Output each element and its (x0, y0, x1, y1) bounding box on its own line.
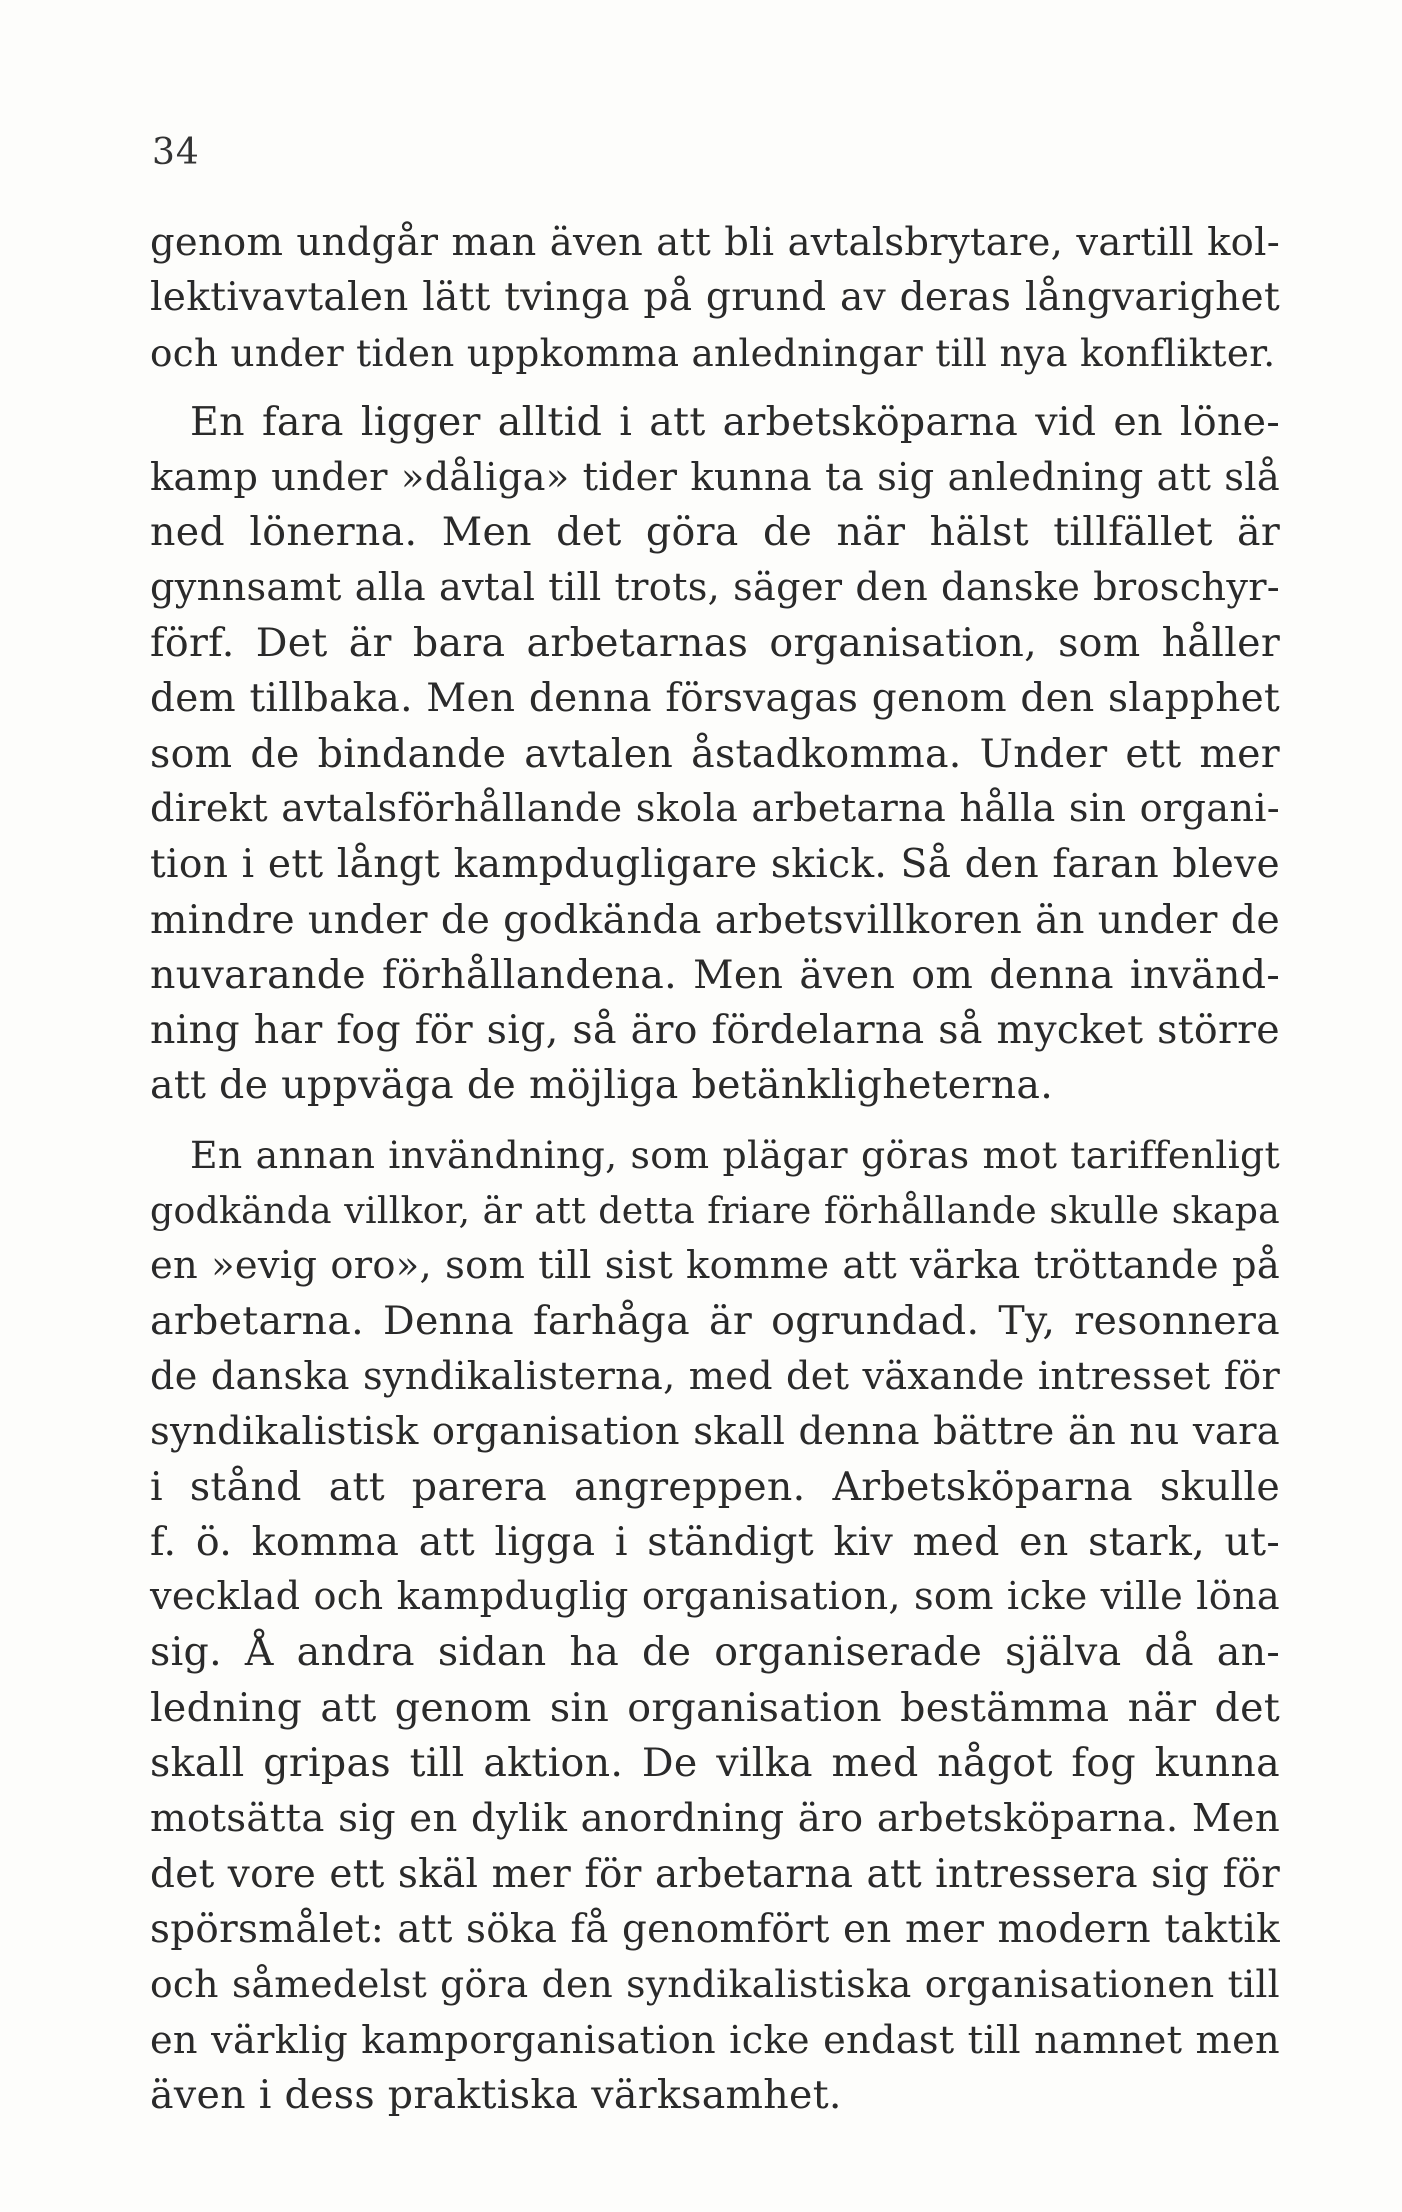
text-line: vecklad och kampduglig organisation, som icke ville löna (150, 1575, 1280, 1620)
text-line: att de uppväga de möjliga betänkligheterna. (150, 1062, 1054, 1109)
text-line: en »evig oro», som till sist komme att värka tröttande på (150, 1243, 1280, 1289)
text-line: dem tillbaka. Men denna försvagas genom den slapphet (150, 676, 1280, 722)
text-line: syndikalistisk organisation skall denna bättre än nu vara (150, 1409, 1280, 1455)
text-line: genom undgår man även att bli avtalsbrytare, vartill kol- (150, 220, 1280, 265)
paragraph-2 (150, 395, 1280, 1114)
text-line: även i dess praktiska värksamhet. (150, 2071, 842, 2118)
text-line: En annan invändning, som plägar göras mot tariffenligt (190, 1132, 1280, 1177)
text-line: förf. Det är bara arbetarnas organisation, som håller (150, 620, 1280, 667)
paragraph-gap (150, 1114, 1280, 1128)
paragraph-3 (150, 1128, 1280, 2123)
text-line: i stånd att parera angreppen. Arbetsköparna skulle (150, 1463, 1280, 1510)
text-line: tion i ett långt kampdugligare skick. Så den faran bleve (150, 842, 1280, 888)
text-line: och såmedelst göra den syndikalistiska organisationen till (150, 1962, 1280, 2007)
text-line: och under tiden uppkomma anledningar till nya konflikter. (150, 330, 1276, 375)
text-line: som de bindande avtalen åstadkomma. Under ett mer (150, 730, 1280, 777)
text-line: sig. Å andra sidan ha de organiserade själva då an- (150, 1629, 1280, 1676)
text-line: en värklig kamporganisation icke endast till namnet men (150, 2017, 1280, 2063)
body-text (150, 215, 1280, 2123)
text-line: ledning att genom sin organisation bestämma när det (150, 1684, 1280, 1731)
text-line: nuvarande förhållandena. Men även om denna invänd- (150, 951, 1280, 998)
text-line: direkt avtalsförhållande skola arbetarna hålla sin organi- (150, 786, 1280, 831)
page-number: 34 (152, 132, 200, 173)
text-line: En fara ligger alltid i att arbetsköparna vid en löne- (190, 398, 1280, 445)
text-line: motsätta sig en dylik anordning äro arbetsköparna. Men (150, 1796, 1280, 1842)
text-line: skall gripas till aktion. De vilka med något fog kunna (150, 1740, 1280, 1787)
text-line: ned lönerna. Men det göra de när hälst tillfället är (150, 509, 1280, 556)
text-line: kamp under »dåliga» tider kunna ta sig anledning att slå (150, 455, 1280, 501)
text-line: godkända villkor, är att detta friare förhållande skulle skapa (150, 1189, 1280, 1233)
text-line: ning har fog för sig, så äro fördelarna så mycket större (150, 1007, 1280, 1054)
paragraph-gap (150, 381, 1280, 395)
text-line: mindre under de godkända arbetsvillkoren än under de (150, 896, 1280, 943)
text-line: gynnsamt alla avtal till trots, säger den danske broschyr- (150, 565, 1280, 610)
text-line: spörsmålet: att söka få genomfört en mer modern taktik (150, 1906, 1280, 1952)
text-line: de danska syndikalisterna, med det växande intresset för (150, 1353, 1280, 1398)
text-line: lektivavtalen lätt tvinga på grund av deras långvarighet (150, 275, 1280, 321)
text-line: det vore ett skäl mer för arbetarna att intressera sig för (150, 1851, 1280, 1897)
text-line: arbetarna. Denna farhåga är ogrundad. Ty, resonnera (150, 1297, 1280, 1344)
text-line: f. ö. komma att ligga i ständigt kiv med en stark, ut- (150, 1518, 1280, 1565)
paragraph-1 (150, 215, 1280, 381)
